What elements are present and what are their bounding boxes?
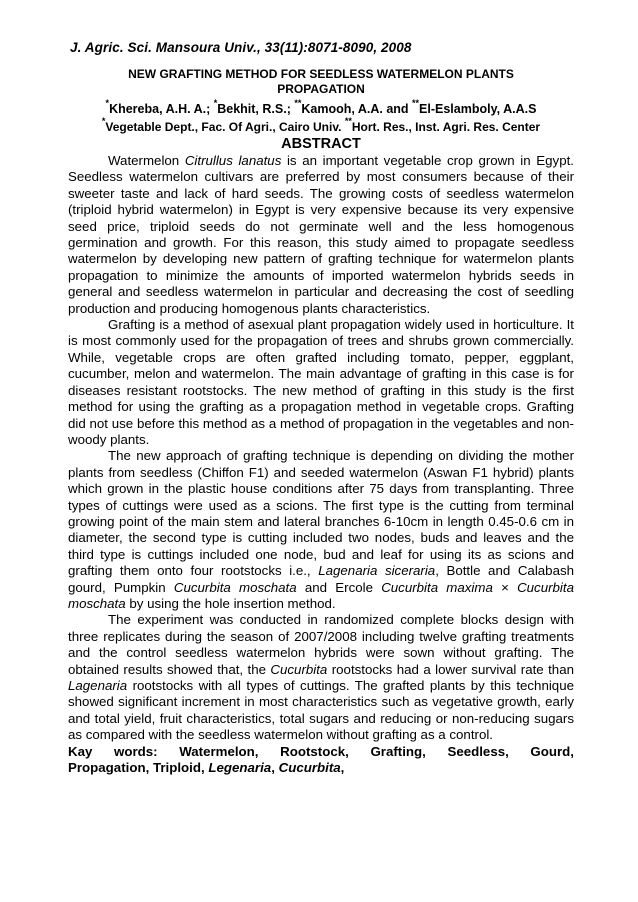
text-run: × xyxy=(492,579,518,595)
author-3: Kamooh, A.A. and xyxy=(301,102,409,116)
species-name: Cucurbita xyxy=(270,661,328,677)
text-run: Watermelon xyxy=(108,153,185,168)
abstract-paragraph-3 xyxy=(68,448,574,612)
author-2: Bekhit, R.S.; xyxy=(217,102,291,116)
text-run: The experiment was conducted in randomized complete blocks design with three replicates during the season of 2007/2008 including twelve grafting treatments and the control seedless watermelon hybrids were sown without grafting. The obtained results showed that, the xyxy=(68,612,574,677)
author-marker: ** xyxy=(412,97,420,108)
abstract-paragraph-4 xyxy=(68,612,574,743)
text-run: and Ercole xyxy=(296,579,382,595)
author-list xyxy=(68,97,574,117)
author-marker: * xyxy=(213,97,218,108)
species-name: Lagenaria xyxy=(68,678,128,693)
keyword: Watermelon, xyxy=(179,743,259,759)
keyword-separator: , xyxy=(340,760,345,776)
text-run: by using the hole insertion method. xyxy=(125,595,336,611)
keywords-line-2 xyxy=(68,760,574,776)
keywords-label: Kay words: xyxy=(68,743,158,759)
abstract-paragraph-2: Grafting is a method of asexual plant propagation widely used in horticulture. It is most commonly used for the propagation of trees and shrubs grown commercially. While, vegetable crops are often grafted including tomato, pepper, eggplant, cucumber, melon and watermelon. The main advantage of grafting in this case is for diseases resistant rootstocks. The new method of grafting in this study is the first method for using the grafting as a propagation method in vegetable crops. Grafting did not use before this method as a method of propagation in the vegetables and non-woody plants. xyxy=(68,317,574,447)
abstract-paragraph-1 xyxy=(68,153,574,317)
title-line-2: PROPAGATION xyxy=(277,82,365,96)
keyword: Grafting, xyxy=(370,743,426,759)
text-run: The new approach of grafting technique is depending on dividing the mother plants from seedless (Chiffon F1) and seeded watermelon (Aswan F1 hybrid) plants which grown in the plastic house conditions after 75 days from transplanting. Three types of cuttings were used as a scions. The first type is the cutting from terminal growing point of the main stem and lateral branches 6-10cm in length 0.45-0.6 cm in diameter, the second type is cutting included two nodes, buds and leaves and the third type is cuttings included one node, bud and leaf for using its as scions and grafting them onto four rootstocks i.e., xyxy=(68,448,574,579)
text-run: , Bottle and Calabash gourd, Pumpkin xyxy=(68,563,575,595)
affiliation-marker: ** xyxy=(344,116,352,126)
author-marker: * xyxy=(105,97,110,108)
keyword: Seedless, xyxy=(447,743,509,759)
keyword: Legenaria xyxy=(208,760,272,776)
species-name: Cucurbita moschata xyxy=(173,579,297,595)
author-1: Khereba, A.H. A.; xyxy=(109,102,211,116)
affiliation-2: Hort. Res., Inst. Agri. Res. Center xyxy=(351,120,541,134)
keywords-line-1 xyxy=(68,744,574,760)
affiliation-marker: * xyxy=(101,116,106,126)
species-name: Citrullus lanatus xyxy=(184,153,282,168)
abstract-heading: ABSTRACT xyxy=(281,136,361,152)
keyword: Rootstock, xyxy=(280,743,349,759)
keyword: Gourd, xyxy=(530,743,575,759)
keyword-separator: , xyxy=(271,760,275,776)
keyword: Cucurbita xyxy=(278,760,341,776)
species-name: Cucurbita moschata xyxy=(68,579,574,611)
affiliation-1: Vegetable Dept., Fac. Of Agri., Cairo Univ. xyxy=(105,120,342,134)
author-4: El-Eslamboly, A.A.S xyxy=(419,102,537,116)
text-run: is an important vegetable crop grown in Egypt. Seedless watermelon cultivars are preferred by most consumers because of their sweeter taste and lack of hard seeds. The growing costs of seedless watermelon (triploid hybrid watermelon) in Egypt is very expensive because its very expensive seed price, triploid seeds do not germinate well and the less homogenous germination and growth. For this reason, this study aimed to propagate seedless watermelon by developing new pattern of grafting technique for watermelon plants propagation to minimize the amounts of imported watermelon hybrids seeds in general and seedless watermelon in particular and decreasing the cost of seedling production and producing homogenous plants characteristics. xyxy=(68,153,574,316)
title-line-1: NEW GRAFTING METHOD FOR SEEDLESS WATERMELON PLANTS xyxy=(128,67,514,81)
affiliations xyxy=(68,116,574,135)
species-name: Lagenaria siceraria xyxy=(318,563,436,579)
keyword: Propagation, Triploid, xyxy=(68,760,205,776)
author-marker: ** xyxy=(294,97,302,108)
text-run: rootstocks with all types of cuttings. The grafted plants by this technique showed significant increment in most characteristics such as vegetative growth, early and total yield, fruit characteristics, total sugars and reducing or non-reducing sugars as compared with the seedless watermelon without grafting as a control. xyxy=(68,678,574,743)
text-run: rootstocks had a lower survival rate than xyxy=(327,661,574,677)
paper-title xyxy=(78,67,564,97)
species-name: Cucurbita maxima xyxy=(381,579,493,595)
journal-citation: J. Agric. Sci. Mansoura Univ., 33(11):8071-8090, 2008 xyxy=(70,40,412,55)
abstract-body xyxy=(68,153,574,744)
